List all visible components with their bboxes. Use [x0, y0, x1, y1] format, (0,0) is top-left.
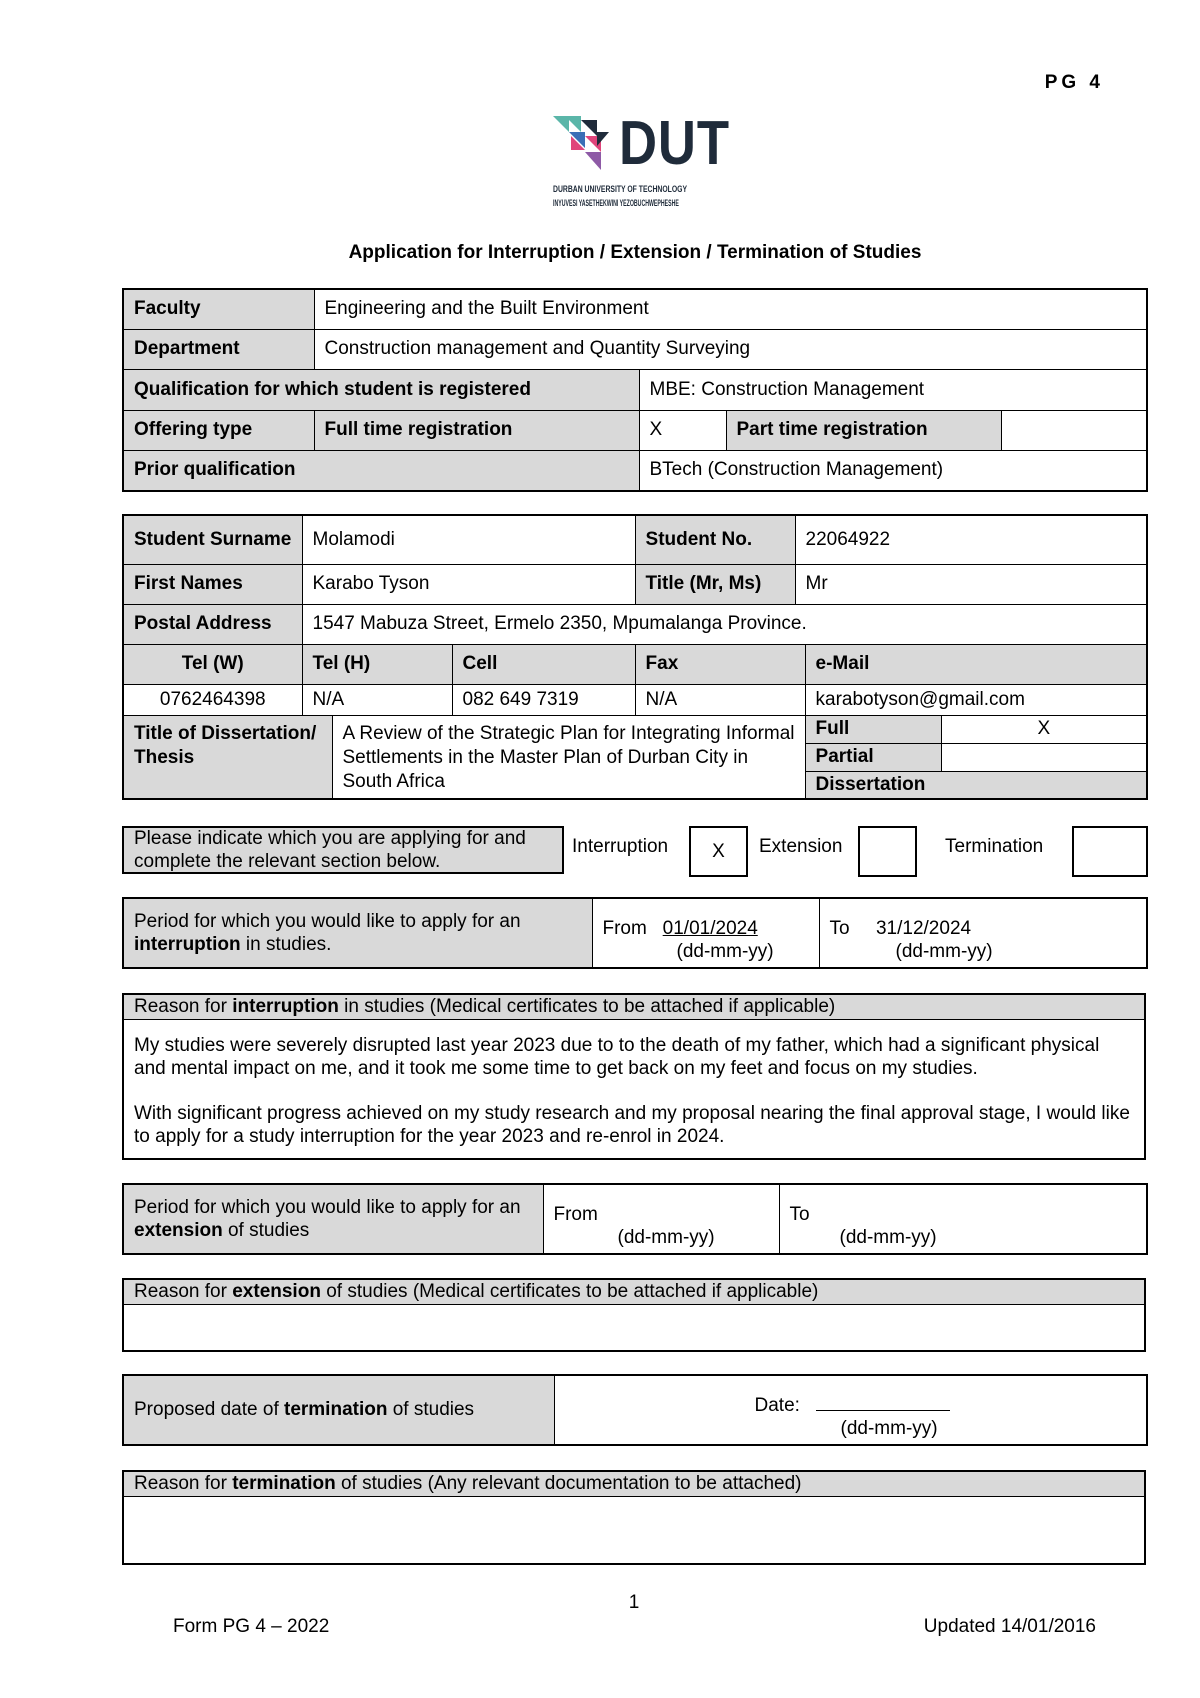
interruption-to-date[interactable]: 31/12/2024	[875, 918, 972, 939]
termination-reason-header: Reason for termination of studies (Any relevant documentation to be attached)	[123, 1471, 1145, 1496]
logo-line2: INYUVESI YASETHEKWINI YEZOBUCHWEPHESHE	[553, 198, 679, 209]
page-number: 1	[628, 1592, 640, 1613]
termination-date-field[interactable]	[816, 1410, 950, 1411]
logo-triangles-icon	[553, 114, 623, 176]
student-no-label: Student No.	[635, 515, 795, 564]
offering-type-label: Offering type	[123, 410, 314, 450]
student-table	[122, 514, 1148, 800]
title-field[interactable]: Mr	[795, 564, 1147, 604]
first-names-field[interactable]: Karabo Tyson	[302, 564, 635, 604]
full-checkbox[interactable]: X	[941, 715, 1147, 743]
interruption-from-date[interactable]: 01/01/2024	[662, 918, 758, 939]
tel-w-field[interactable]: 0762464398	[123, 684, 302, 715]
tel-h-field[interactable]: N/A	[302, 684, 452, 715]
termination-date-label: Proposed date of termination of studies	[123, 1375, 554, 1445]
termination-checkbox[interactable]	[1072, 826, 1148, 877]
tel-w-label: Tel (W)	[123, 644, 302, 684]
parttime-checkbox[interactable]	[1001, 410, 1147, 450]
apply-instruction: Please indicate which you are applying for and complete the relevant section below.	[122, 826, 564, 874]
title-label: Title (Mr, Ms)	[635, 564, 795, 604]
thesis-label: Title of Dissertation/ Thesis	[123, 715, 332, 799]
interruption-checkbox[interactable]: X	[689, 826, 748, 877]
interruption-to-cell[interactable]: To 31/12/2024 (dd-mm-yy)	[819, 898, 1147, 968]
partial-label: Partial	[805, 743, 941, 771]
surname-field[interactable]: Molamodi	[302, 515, 635, 564]
student-no-field[interactable]: 22064922	[795, 515, 1147, 564]
interruption-from-cell[interactable]: From 01/01/2024 (dd-mm-yy)	[592, 898, 819, 968]
logo-abbr: DUT	[619, 109, 730, 178]
partial-checkbox[interactable]	[941, 743, 1147, 771]
dissertation-label: Dissertation	[805, 771, 1147, 799]
thesis-field[interactable]: A Review of the Strategic Plan for Integrating Informal Settlements in the Master Plan of Durban City in South Africa	[332, 715, 805, 799]
interruption-reason-para2: With significant progress achieved on my study research and my proposal nearing the final approval stage, I would like to apply for a study interruption for the year 2023 and re-enrol in 2024.	[134, 1102, 1130, 1147]
extension-from-cell[interactable]: From (dd-mm-yy)	[543, 1184, 779, 1254]
cell-field[interactable]: 082 649 7319	[452, 684, 635, 715]
termination-date-table	[122, 1374, 1148, 1446]
extension-option-label: Extension	[759, 836, 843, 857]
form-code: Form PG 4 – 2022	[173, 1616, 330, 1637]
page-code: PG 4	[1044, 72, 1104, 93]
interruption-option-label: Interruption	[572, 836, 669, 857]
updated-date: Updated 14/01/2016	[923, 1616, 1096, 1637]
interruption-period-label: Period for which you would like to apply for an interruption in studies.	[123, 898, 592, 968]
fulltime-checkbox[interactable]: X	[639, 410, 726, 450]
email-field[interactable]: karabotyson@gmail.com	[805, 684, 1147, 715]
qualification-label: Qualification for which student is registered	[123, 369, 639, 410]
termination-reason-text[interactable]	[123, 1496, 1145, 1564]
email-label: e-Mail	[805, 644, 1147, 684]
qualification-field[interactable]: MBE: Construction Management	[639, 369, 1147, 410]
termination-option-label: Termination	[945, 836, 1044, 857]
program-table	[122, 288, 1148, 492]
extension-checkbox[interactable]	[858, 826, 917, 877]
full-label: Full	[805, 715, 941, 743]
extension-reason-header: Reason for extension of studies (Medical certificates to be attached if applicable)	[123, 1279, 1145, 1304]
interruption-reason-table	[122, 993, 1146, 1160]
extension-reason-text[interactable]	[123, 1304, 1145, 1351]
prior-qualification-field[interactable]: BTech (Construction Management)	[639, 450, 1147, 491]
extension-period-table	[122, 1183, 1148, 1255]
extension-to-cell[interactable]: To (dd-mm-yy)	[779, 1184, 1147, 1254]
logo-line1: DURBAN UNIVERSITY OF TECHNOLOGY	[553, 184, 688, 195]
termination-date-cell[interactable]: Date: (dd-mm-yy)	[554, 1375, 1147, 1445]
postal-address-label: Postal Address	[123, 604, 302, 644]
cell-label: Cell	[452, 644, 635, 684]
fax-field[interactable]: N/A	[635, 684, 805, 715]
parttime-label: Part time registration	[726, 410, 1001, 450]
fax-label: Fax	[635, 644, 805, 684]
faculty-label: Faculty	[123, 289, 314, 329]
interruption-reason-para1: My studies were severely disrupted last year 2023 due to to the death of my father, which had a significant physical and mental impact on me, and it took me some time to get back on my feet and focus on my studies.	[134, 1034, 1100, 1079]
department-label: Department	[123, 329, 314, 369]
faculty-field[interactable]: Engineering and the Built Environment	[314, 289, 1147, 329]
form-title: Application for Interruption / Extension / Termination of Studies	[348, 242, 922, 263]
interruption-reason-header: Reason for interruption in studies (Medical certificates to be attached if applicable)	[123, 994, 1145, 1019]
extension-reason-table	[122, 1278, 1146, 1352]
department-field[interactable]: Construction management and Quantity Surveying	[314, 329, 1147, 369]
interruption-period-table	[122, 897, 1148, 969]
surname-label: Student Surname	[123, 515, 302, 564]
tel-h-label: Tel (H)	[302, 644, 452, 684]
interruption-reason-text[interactable]	[123, 1019, 1145, 1159]
postal-address-field[interactable]: 1547 Mabuza Street, Ermelo 2350, Mpumalanga Province.	[302, 604, 1147, 644]
prior-qualification-label: Prior qualification	[123, 450, 639, 491]
first-names-label: First Names	[123, 564, 302, 604]
extension-period-label: Period for which you would like to apply for an extension of studies	[123, 1184, 543, 1254]
termination-reason-table	[122, 1470, 1146, 1565]
fulltime-label: Full time registration	[314, 410, 639, 450]
dut-logo	[553, 109, 730, 218]
